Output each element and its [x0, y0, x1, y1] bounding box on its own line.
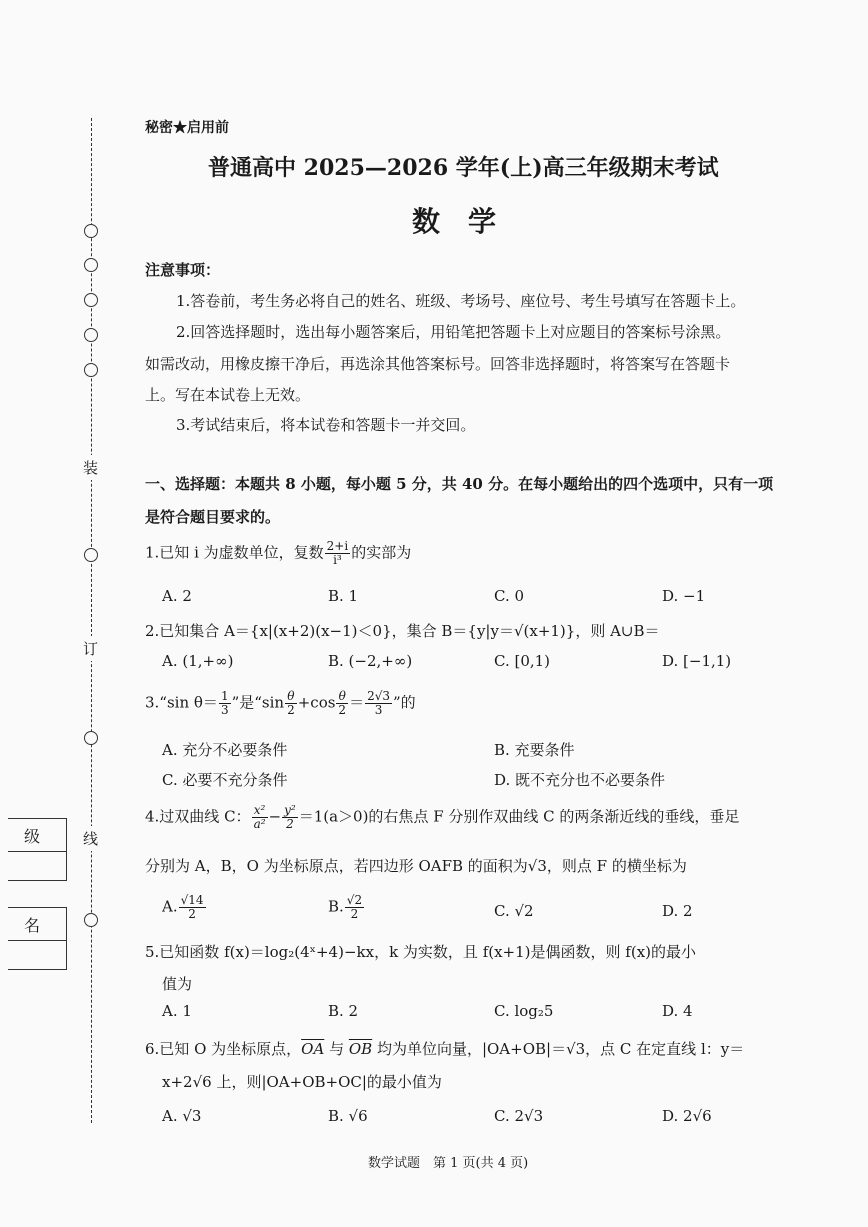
- question-6-cont: x+2√6 上，则|OA+OB+OC|的最小值为: [162, 1073, 442, 1091]
- notice-item-2-cont: 上。写在本试卷上无效。: [145, 386, 311, 404]
- class-field-box: [8, 850, 67, 881]
- question-4: 4.过双曲线 C： $\frac{\text{x²}}{\text{a²}}$ − $\frac{\text{y²}}{2}$ ＝1(a＞0)的右焦点 F 分别作双曲线 C 的两条渐近线的垂线，垂足: [145, 803, 740, 831]
- notice-item-2: 2.回答选择题时，选出每小题答案后，用铅笔把答题卡上对应题目的答案标号涂黑。: [176, 323, 731, 341]
- side-label-ding: 订: [83, 636, 98, 661]
- option-a: A. √3: [162, 1107, 202, 1125]
- option-c: C. 必要不充分条件: [162, 771, 288, 789]
- option-b: B. 充要条件: [494, 741, 575, 759]
- binding-hole: [84, 731, 98, 745]
- binding-hole: [84, 363, 98, 377]
- option-a: A. (1,+∞): [162, 652, 234, 670]
- option-c: C. [0,1): [494, 652, 551, 670]
- name-field-box: [8, 939, 67, 970]
- option-d: D. 2√6: [662, 1107, 712, 1125]
- question-5-cont: 值为: [162, 975, 193, 993]
- option-b: B. 1: [328, 587, 359, 605]
- binding-hole: [84, 224, 98, 238]
- binding-hole: [84, 328, 98, 342]
- option-c: C. 0: [494, 587, 525, 605]
- question-5: 5.已知函数 f(x)＝log₂(4ˣ+4)−kx，k 为实数，且 f(x+1)是偶函数，则 f(x)的最小: [145, 943, 697, 961]
- section-heading-cont: 是符合题目要求的。: [145, 508, 281, 526]
- notice-item-1: 1.答卷前，考生务必将自己的姓名、班级、考场号、座位号、考生号填写在答题卡上。: [176, 292, 746, 310]
- question-text: 的实部为: [351, 543, 412, 562]
- option-b: B. (−2,+∞): [328, 652, 413, 670]
- option-d: D. 既不充分也不必要条件: [494, 771, 666, 789]
- binding-hole: [84, 258, 98, 272]
- option-a: A. $\frac{√14}{2}$: [162, 893, 204, 921]
- binding-hole: [84, 913, 98, 927]
- question-4-cont: 分别为 A，B，O 为坐标原点，若四边形 OAFB 的面积为√3，则点 F 的横坐标为: [145, 857, 687, 875]
- secret-mark: 秘密★启用前: [145, 120, 229, 136]
- notice-heading: 注意事项：: [145, 261, 221, 279]
- option-b: B. √6: [328, 1107, 368, 1125]
- question-6: 6.已知 O 为坐标原点，$\overline{OA}$ 与 $\overline{OB}$ 均为单位向量，|OA+OB|＝√3，点 C 在定直线 l：y＝: [145, 1040, 745, 1058]
- binding-hole: [84, 548, 98, 562]
- question-1: [145, 540, 411, 567]
- option-a: A. 充分不必要条件: [162, 741, 288, 759]
- question-3: 3.“sin θ＝ $\frac{1}{3}$ ”是“sin $\frac{\theta}{2}$ +cos $\frac{\theta}{2}$ ＝ $\frac{2√3}{3}$ ”的: [145, 689, 416, 717]
- name-label: 名: [24, 916, 41, 935]
- option-a: A. 2: [162, 587, 192, 605]
- class-label: 级: [24, 827, 41, 846]
- question-2: 2.已知集合 A＝{x|(x+2)(x−1)＜0}，集合 B＝{y|y＝√(x+1)}，则 A∪B＝: [145, 622, 660, 640]
- page-footer: 数学试题 第 1 页(共 4 页): [368, 1156, 529, 1171]
- binding-hole: [84, 293, 98, 307]
- option-b: B. $\frac{√2}{2}$: [328, 893, 363, 921]
- option-d: D. [−1,1): [662, 652, 732, 670]
- option-c: C. 2√3: [494, 1107, 544, 1125]
- option-d: D. 4: [662, 1002, 693, 1020]
- notice-item-3: 3.考试结束后，将本试卷和答题卡一并交回。: [176, 416, 476, 434]
- option-c: C. log₂5: [494, 1002, 554, 1020]
- notice-item-2-cont: 如需改动，用橡皮擦干净后，再选涂其他答案标号。回答非选择题时，将答案写在答题卡: [145, 355, 731, 373]
- question-text: 1.已知 i 为虚数单位，复数: [145, 543, 324, 562]
- option-c: C. √2: [494, 902, 534, 920]
- option-d: D. 2: [662, 902, 693, 920]
- side-label-zhuang: 装: [83, 455, 98, 480]
- fraction: $\frac{2+i}{\text{i³}}$: [326, 539, 349, 567]
- option-d: D. −1: [662, 587, 706, 605]
- side-label-xian: 线: [83, 826, 98, 851]
- option-a: A. 1: [162, 1002, 192, 1020]
- subject-title: 数 学: [412, 205, 497, 238]
- option-b: B. 2: [328, 1002, 359, 1020]
- exam-title: 普通高中 2025—2026 学年(上)高三年级期末考试: [208, 155, 719, 181]
- section-heading: 一、选择题：本题共 8 小题，每小题 5 分，共 40 分。在每小题给出的四个选项中，只有一项: [145, 475, 774, 493]
